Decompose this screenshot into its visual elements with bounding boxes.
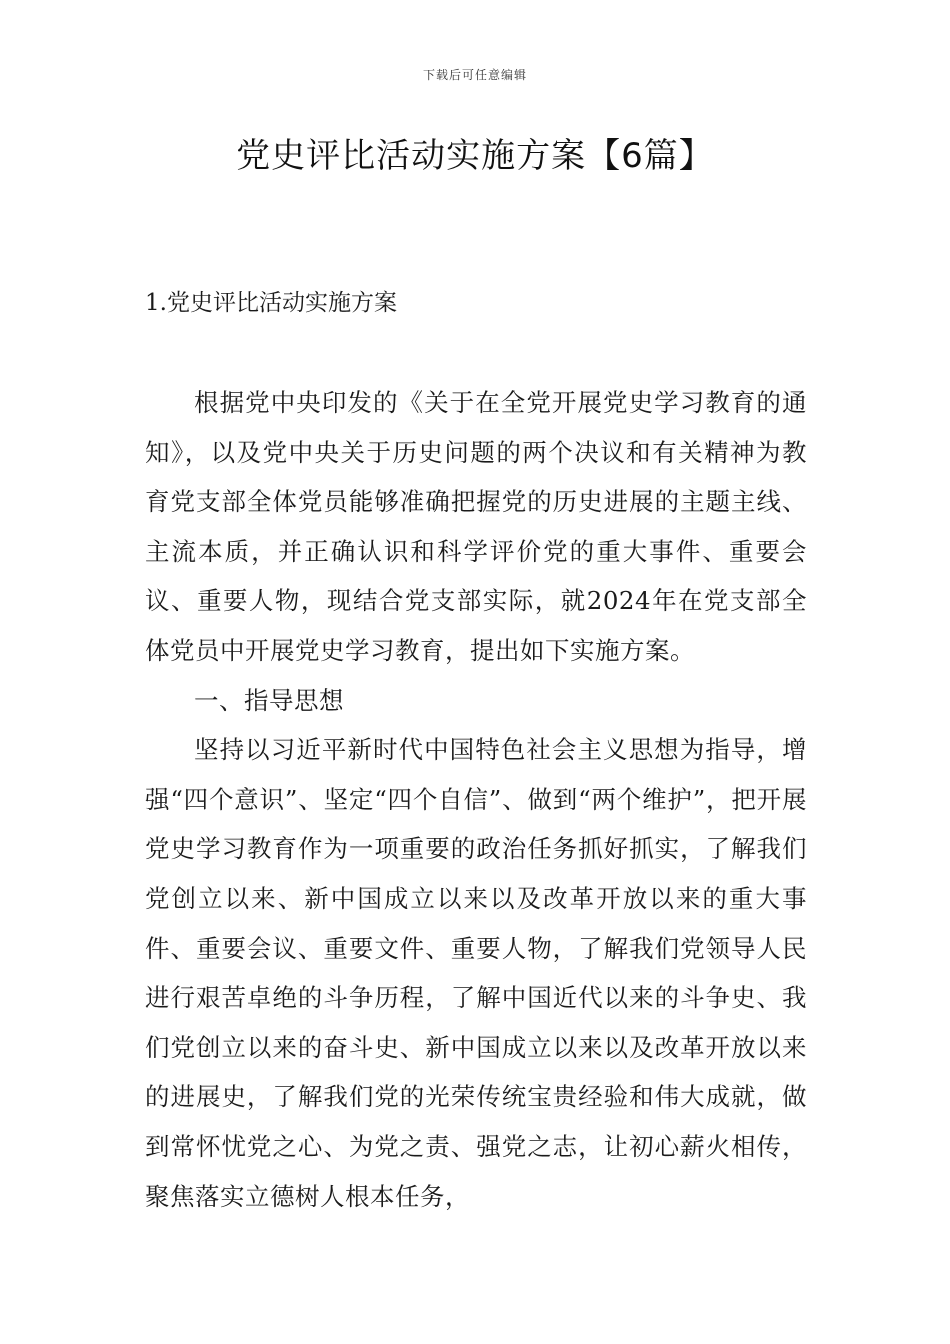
- section-heading: 1.党史评比活动实施方案: [145, 290, 397, 316]
- paragraph-guiding-ideology: 坚持以习近平新时代中国特色社会主义思想为指导，增强“四个意识”、坚定“四个自信”、做到“两个维护”，把开展党史学习教育作为一项重要的政治任务抓好抓实，了解我们党创立以来、新中国成立以来以及改革开放以来的重大事件、重要会议、重要文件、重要人物，了解我们党领导人民进行艰苦卓绝的斗争历程，了解中国近代以来的斗争史、我们党创立以来的奋斗史、新中国成立以来以及改革开放以来的进展史，了解我们党的光荣传统宝贵经验和伟大成就，做到常怀忧党之心、为党之责、强党之志，让初心薪火相传，聚焦落实立德树人根本任务，: [145, 735, 807, 1211]
- document-body: [145, 378, 807, 1221]
- header-note: 下载后可任意编辑: [422, 68, 527, 82]
- subheading-guiding-ideology: 一、指导思想: [194, 685, 344, 715]
- document-title: 党史评比活动实施方案【6篇】: [236, 136, 714, 176]
- paragraph-intro: 根据党中央印发的《关于在全党开展党史学习教育的通知》，以及党中央关于历史问题的两个决议和有关精神为教育党支部全体党员能够准确把握党的历史进展的主题主线、主流本质，并正确认识和科学评价党的重大事件、重要会议、重要人物，现结合党支部实际，就2024年在党支部全体党员中开展党史学习教育，提出如下实施方案。: [145, 388, 807, 665]
